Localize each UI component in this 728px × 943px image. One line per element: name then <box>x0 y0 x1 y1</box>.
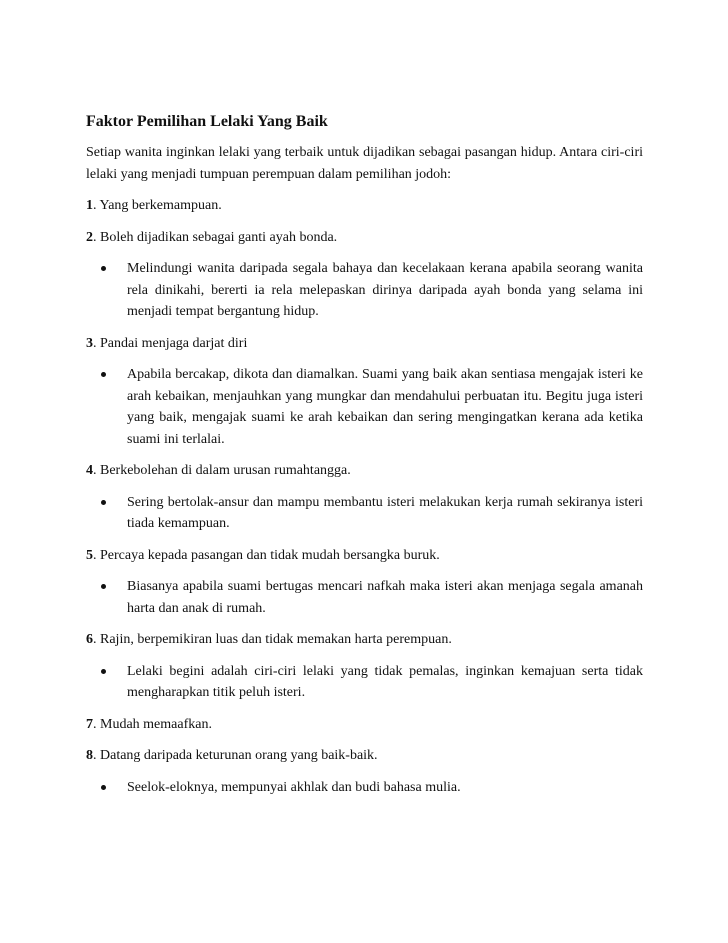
criteria-number: 6 <box>86 632 93 647</box>
criteria-item <box>86 629 643 651</box>
bullet-item <box>86 364 643 450</box>
criteria-number: 4 <box>86 463 93 478</box>
criteria-text: . Berkebolehan di dalam urusan rumahtangga. <box>93 463 351 478</box>
bullet-item <box>86 258 643 323</box>
criteria-number: 5 <box>86 547 93 563</box>
bullet-text: Biasanya apabila suami bertugas mencari nafkah maka isteri akan menjaga segala amanah harta dan anak di rumah. <box>127 579 643 616</box>
criteria-number: 8 <box>86 748 93 763</box>
bullet-list <box>86 258 643 323</box>
bullet-text: Lelaki begini adalah ciri-ciri lelaki yang tidak pemalas, inginkan kemajuan serta tidak mengharapkan titik peluh isteri. <box>127 663 643 700</box>
bullet-item <box>86 661 643 704</box>
criteria-item <box>86 195 643 217</box>
document-title: Faktor Pemilihan Lelaki Yang Baik <box>86 113 328 130</box>
criteria-number: 7 <box>86 716 93 732</box>
criteria-list <box>86 195 643 798</box>
bullet-list <box>86 777 643 799</box>
bullet-text: Melindungi wanita daripada segala bahaya dan kecelakaan kerana apabila seorang wanita rela dinikahi, bererti ia rela melepaskan dirinya daripada ayah bonda yang selama ini menjadi tempat bergantung hidup. <box>127 261 643 319</box>
bullet-dot-icon <box>101 584 106 589</box>
criteria-text: . Datang daripada keturunan orang yang baik-baik. <box>93 748 378 763</box>
bullet-list <box>86 661 643 704</box>
criteria-item <box>86 227 643 249</box>
bullet-text: Seelok-eloknya, mempunyai akhlak dan budi bahasa mulia. <box>127 779 461 795</box>
bullet-list <box>86 364 643 450</box>
bullet-list <box>86 492 643 535</box>
criteria-item <box>86 460 643 482</box>
criteria-number: 3 <box>86 335 93 351</box>
criteria-text: . Yang berkemampuan. <box>93 198 222 213</box>
criteria-item <box>86 714 643 736</box>
criteria-text: . Mudah memaafkan. <box>93 716 212 732</box>
document-page <box>86 112 643 808</box>
bullet-text: Sering bertolak-ansur dan mampu membantu isteri melakukan kerja rumah sekiranya isteri tiada kemampuan. <box>127 494 643 531</box>
bullet-text: Apabila bercakap, dikota dan diamalkan. Suami yang baik akan sentiasa mengajak isteri ke arah kebaikan, menjauhkan yang mungkar dan mendahului perbuatan itu. Begitu juga isteri yang baik, mengajak suami ke arah kebaikan dan sering mengingatkan kerana ada ketika suami ini terlalai. <box>127 367 643 447</box>
bullet-item <box>86 777 643 799</box>
bullet-dot-icon <box>101 669 106 674</box>
bullet-dot-icon <box>101 372 106 377</box>
bullet-item <box>86 576 643 619</box>
bullet-item <box>86 492 643 535</box>
criteria-text: . Rajin, berpemikiran luas dan tidak memakan harta perempuan. <box>93 632 452 647</box>
criteria-item <box>86 745 643 767</box>
intro-paragraph: Setiap wanita inginkan lelaki yang terbaik untuk dijadikan sebagai pasangan hidup. Antara ciri-ciri lelaki yang menjadi tumpuan perempuan dalam pemilihan jodoh: <box>86 145 643 182</box>
bullet-dot-icon <box>101 266 106 271</box>
criteria-number: 2 <box>86 229 93 245</box>
criteria-item <box>86 545 643 567</box>
criteria-text: . Pandai menjaga darjat diri <box>93 335 248 351</box>
criteria-text: . Percaya kepada pasangan dan tidak mudah bersangka buruk. <box>93 547 440 563</box>
bullet-dot-icon <box>101 785 106 790</box>
criteria-text: . Boleh dijadikan sebagai ganti ayah bonda. <box>93 229 338 245</box>
bullet-list <box>86 576 643 619</box>
bullet-dot-icon <box>101 500 106 505</box>
criteria-item <box>86 333 643 355</box>
criteria-number: 1 <box>86 198 93 213</box>
